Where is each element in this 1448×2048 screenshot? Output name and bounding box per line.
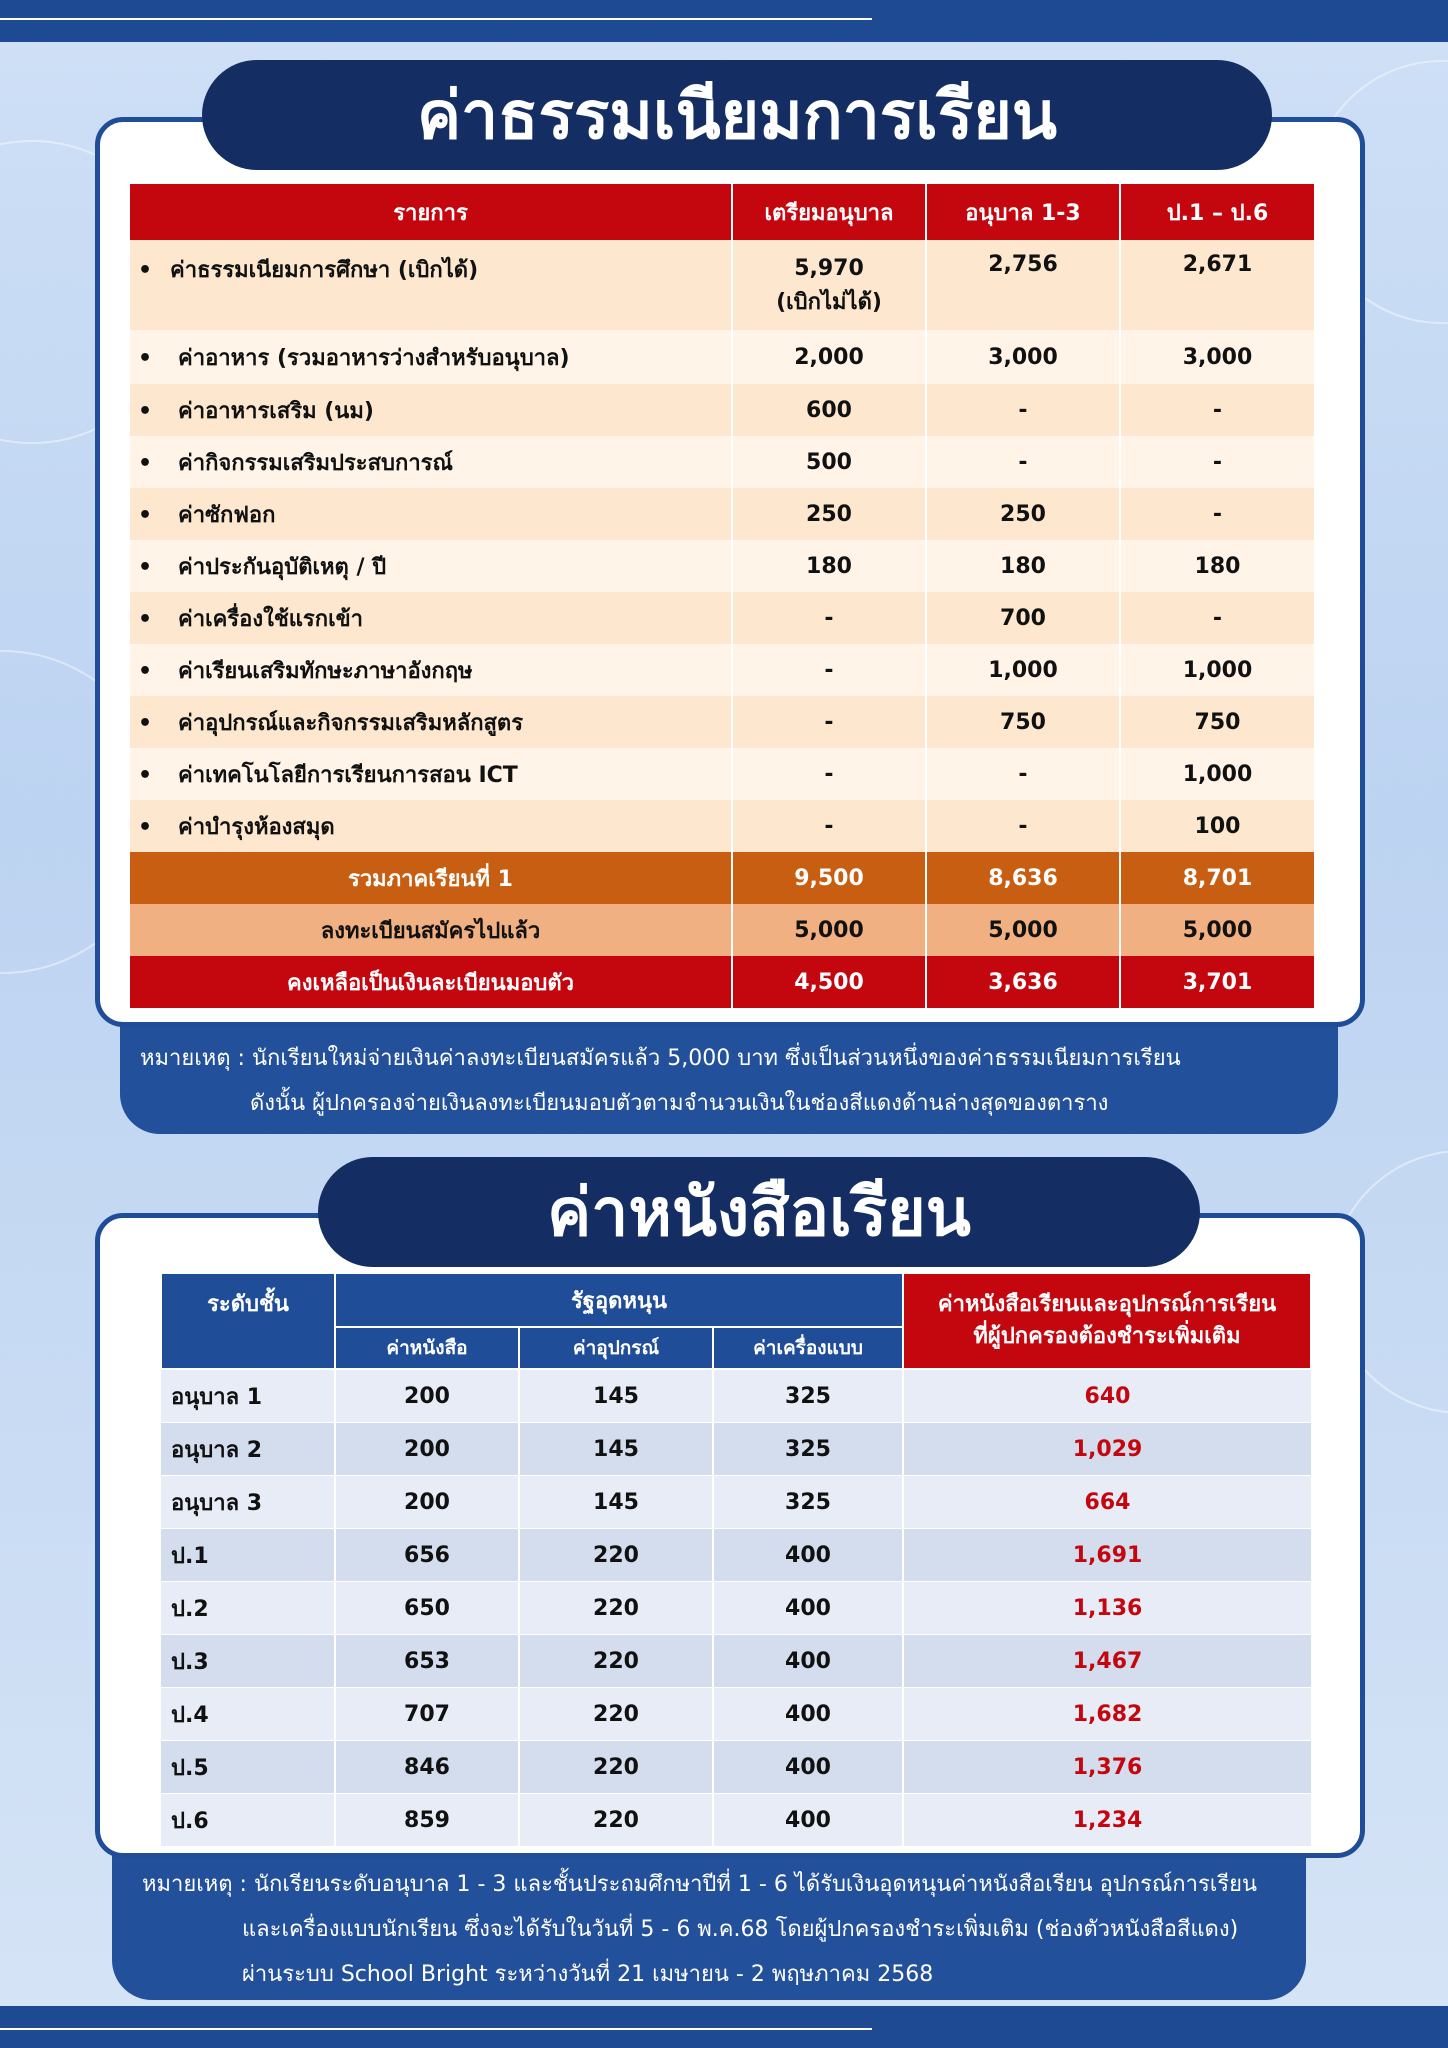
books-header-book: ค่าหนังสือ [335,1327,519,1369]
remaining-label: คงเหลือเป็นเงินละเบียนมอบตัว [130,956,732,1008]
fee-item-label: ค่าอาหารเสริม (นม) [178,398,374,424]
books-note-line3: ผ่านระบบ School Bright ระหว่างวันที่ 21 เมษายน - 2 พฤษภาคม 2568 [242,1962,934,1987]
book-level: ป.6 [161,1794,335,1847]
books-note-line1: หมายเหตุ : นักเรียนระดับอนุบาล 1 - 3 และชั้นประถมศึกษาปีที่ 1 - 6 ได้รับเงินอุดหนุนค่าหนังสือเรียน อุปกรณ์การเรียน [142,1872,1258,1897]
book-level: ป.4 [161,1688,335,1741]
fee-item-label: ค่าธรรมเนียมการศึกษา (เบิกได้) [170,258,479,283]
table-row [130,384,1314,436]
fee-value-p16: - [1120,488,1314,540]
bullet-icon: • [138,658,153,684]
registered-row [130,904,1314,956]
fee-value-prek: - [732,592,926,644]
books-header-extra [903,1273,1311,1369]
uniform-cost: 400 [713,1741,903,1794]
fee-value-prek: - [732,696,926,748]
fee-value-prek: 600 [732,384,926,436]
extra-cost: 1,682 [903,1688,1311,1741]
books-header-level: ระดับชั้น [161,1273,335,1369]
fee-item-label: ค่ากิจกรรมเสริมประสบการณ์ [178,450,453,476]
fees-note-line2: ดังนั้น ผู้ปกครองจ่ายเงินลงทะเบียนมอบตัวตามจำนวนเงินในช่องสีแดงด้านล่างสุดของตาราง [250,1091,1109,1116]
uniform-cost: 325 [713,1369,903,1423]
table-row [130,240,1314,330]
table-row [161,1529,1311,1582]
bullet-icon: • [138,814,153,840]
table-row [161,1476,1311,1529]
bullet-icon: • [138,450,153,476]
fee-item-label: ค่าอาหาร (รวมอาหารว่างสำหรับอนุบาล) [178,345,570,371]
table-row [130,748,1314,800]
bullet-icon: • [138,345,153,371]
fee-value-prek: - [732,644,926,696]
top-banner [0,0,1448,42]
book-level: ป.3 [161,1635,335,1688]
fee-value-p16: - [1120,384,1314,436]
remaining-k13: 3,636 [926,956,1120,1008]
total-k13: 8,636 [926,852,1120,904]
books-header-uniform: ค่าเครื่องแบบ [713,1327,903,1369]
extra-cost: 1,376 [903,1741,1311,1794]
fee-value-k13: 3,000 [926,330,1120,384]
fee-value-p16: 100 [1120,800,1314,852]
bullet-icon: • [138,258,153,283]
books-header-subsidy: รัฐอุดหนุน [335,1273,903,1327]
book-level: ป.2 [161,1582,335,1635]
remaining-row [130,956,1314,1008]
fees-header-p16: ป.1 – ป.6 [1120,184,1314,240]
book-cost: 650 [335,1582,519,1635]
fees-title-text: ค่าธรรมเนียมการเรียน [416,76,1058,154]
fee-value-k13: 750 [926,696,1120,748]
remaining-p16: 3,701 [1120,956,1314,1008]
fee-value-k13: 180 [926,540,1120,592]
fee-value-k13: - [926,384,1120,436]
bottom-banner-line [0,2028,872,2030]
fee-value-prek-note: (เบิกไม่ได้) [776,290,882,315]
book-level: อนุบาล 2 [161,1423,335,1476]
fee-value-prek: 250 [732,488,926,540]
table-row [130,488,1314,540]
table-row [130,592,1314,644]
equipment-cost: 220 [519,1794,713,1847]
fee-item-label: ค่าเรียนเสริมทักษะภาษาอังกฤษ [178,658,473,684]
table-row [161,1369,1311,1423]
remaining-prek: 4,500 [732,956,926,1008]
table-row [130,644,1314,696]
books-note-line2: และเครื่องแบบนักเรียน ซึ่งจะได้รับในวันที่ 5 - 6 พ.ค.68 โดยผู้ปกครองชำระเพิ่มเติม (ช่องตัวหนังสือสีแดง) [242,1917,1239,1942]
fees-title [202,60,1272,170]
uniform-cost: 400 [713,1688,903,1741]
equipment-cost: 220 [519,1582,713,1635]
registered-label: ลงทะเบียนสมัครไปแล้ว [130,904,732,956]
book-cost: 656 [335,1529,519,1582]
bullet-icon: • [138,762,153,788]
books-header-extra-line2: ที่ผู้ปกครองต้องชำระเพิ่มเติม [973,1324,1241,1349]
bullet-icon: • [138,710,153,736]
fee-value-k13: - [926,800,1120,852]
books-note [112,1840,1306,2000]
table-row [130,696,1314,748]
uniform-cost: 325 [713,1476,903,1529]
fee-value-k13: 700 [926,592,1120,644]
fee-value-k13: - [926,748,1120,800]
fee-value-prek: - [732,748,926,800]
registered-prek: 5,000 [732,904,926,956]
table-row [161,1741,1311,1794]
table-row [130,330,1314,384]
equipment-cost: 145 [519,1423,713,1476]
equipment-cost: 220 [519,1741,713,1794]
book-cost: 846 [335,1741,519,1794]
uniform-cost: 400 [713,1635,903,1688]
extra-cost: 1,691 [903,1529,1311,1582]
books-header-extra-line1: ค่าหนังสือเรียนและอุปกรณ์การเรียน [937,1292,1277,1317]
books-table [160,1272,1312,1847]
fee-item-label: ค่าประกันอุบัติเหตุ / ปี [178,554,387,580]
extra-cost: 1,136 [903,1582,1311,1635]
total-p16: 8,701 [1120,852,1314,904]
fees-header-prek: เตรียมอนุบาล [732,184,926,240]
fee-value-k13: - [926,436,1120,488]
top-banner-line [0,18,872,20]
book-cost: 707 [335,1688,519,1741]
fee-value-k13: 2,756 [926,240,1120,330]
equipment-cost: 145 [519,1476,713,1529]
extra-cost: 1,029 [903,1423,1311,1476]
fee-value-prek: 5,970 [794,256,864,281]
books-header-row [161,1273,1311,1327]
book-level: อนุบาล 1 [161,1369,335,1423]
equipment-cost: 145 [519,1369,713,1423]
uniform-cost: 400 [713,1529,903,1582]
table-row [161,1582,1311,1635]
table-row [161,1635,1311,1688]
total-label: รวมภาคเรียนที่ 1 [130,852,732,904]
fee-value-prek: 500 [732,436,926,488]
bullet-icon: • [138,606,153,632]
bullet-icon: • [138,398,153,424]
uniform-cost: 400 [713,1582,903,1635]
fee-value-p16: - [1120,436,1314,488]
book-level: ป.5 [161,1741,335,1794]
total-row [130,852,1314,904]
book-cost: 859 [335,1794,519,1847]
extra-cost: 1,234 [903,1794,1311,1847]
fee-value-p16: 1,000 [1120,748,1314,800]
book-level: อนุบาล 3 [161,1476,335,1529]
bullet-icon: • [138,502,153,528]
fees-note [120,1010,1338,1134]
bullet-icon: • [138,554,153,580]
fee-value-p16: 1,000 [1120,644,1314,696]
bottom-banner [0,2006,1448,2048]
book-cost: 200 [335,1369,519,1423]
extra-cost: 1,467 [903,1635,1311,1688]
fee-item-label: ค่าบำรุงห้องสมุด [178,814,335,840]
fee-value-p16: - [1120,592,1314,644]
fees-table [130,184,1314,1008]
uniform-cost: 400 [713,1794,903,1847]
total-prek: 9,500 [732,852,926,904]
fee-value-k13: 1,000 [926,644,1120,696]
fee-value-p16: 3,000 [1120,330,1314,384]
registered-k13: 5,000 [926,904,1120,956]
uniform-cost: 325 [713,1423,903,1476]
book-cost: 653 [335,1635,519,1688]
fee-value-p16: 750 [1120,696,1314,748]
fee-item-label: ค่าเครื่องใช้แรกเข้า [178,606,363,632]
books-title [318,1157,1200,1267]
table-row [130,540,1314,592]
fees-header-row [130,184,1314,240]
equipment-cost: 220 [519,1688,713,1741]
extra-cost: 640 [903,1369,1311,1423]
fee-value-p16: 180 [1120,540,1314,592]
book-level: ป.1 [161,1529,335,1582]
book-cost: 200 [335,1476,519,1529]
fee-item-label: ค่าอุปกรณ์และกิจกรรมเสริมหลักสูตร [178,710,524,736]
fee-value-prek: 2,000 [732,330,926,384]
table-row [130,800,1314,852]
fee-value-prek: 180 [732,540,926,592]
fee-value-k13: 250 [926,488,1120,540]
extra-cost: 664 [903,1476,1311,1529]
fee-value-prek: - [732,800,926,852]
table-row [161,1423,1311,1476]
fees-header-k13: อนุบาล 1-3 [926,184,1120,240]
fee-value-p16: 2,671 [1120,240,1314,330]
books-title-text: ค่าหนังสือเรียน [547,1173,971,1251]
equipment-cost: 220 [519,1635,713,1688]
registered-p16: 5,000 [1120,904,1314,956]
fees-note-line1: หมายเหตุ : นักเรียนใหม่จ่ายเงินค่าลงทะเบียนสมัครแล้ว 5,000 บาท ซึ่งเป็นส่วนหนึ่งของค่าธรรมเนียมการเรียน [140,1046,1181,1071]
book-cost: 200 [335,1423,519,1476]
fees-header-item: รายการ [130,184,732,240]
table-row [161,1794,1311,1847]
books-header-equipment: ค่าอุปกรณ์ [519,1327,713,1369]
fee-item-label: ค่าเทคโนโลยีการเรียนการสอน ICT [178,762,518,788]
equipment-cost: 220 [519,1529,713,1582]
table-row [161,1688,1311,1741]
table-row [130,436,1314,488]
fee-item-label: ค่าซักฟอก [178,502,276,528]
